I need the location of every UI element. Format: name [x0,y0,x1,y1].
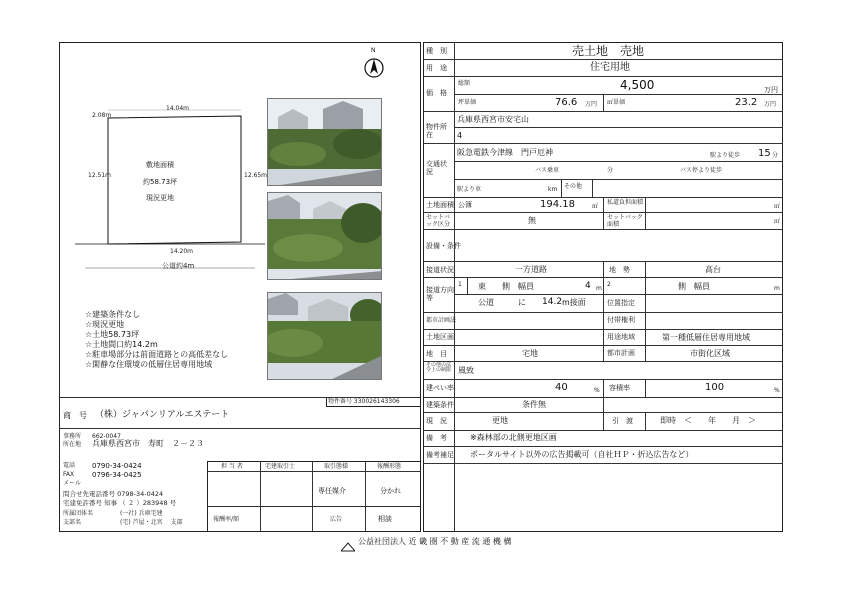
footer-text: 公益社団法人 近 畿 圏 不 動 産 流 通 機 構 [358,537,512,546]
branch-label: 支部名 [63,519,82,526]
walk-unit: 分 [772,152,779,159]
land-area: 194.18 [540,199,575,210]
youto-label: 用 途 [426,64,447,72]
genkyo: 更地 [492,416,508,425]
biko: ※森林部の北側更地区画 [470,433,557,442]
hikiwatashi: 即時 ＜ 年 月 ＞ [660,416,756,425]
road-label: 公道約4m [162,262,195,270]
setback-area-unit: ㎡ [774,218,781,225]
kenpei-label: 建ぺい率 [426,384,454,392]
biko2: ポータルサイト以外の広告掲載可（自社ＨＰ・折込広告など） [470,450,694,459]
branch: (宅) 芦屋・北宮 支部 [120,519,183,526]
torihiki: 専任媒介 [318,487,346,495]
walk: 15 [758,148,771,159]
area-unit: ㎡ [592,203,599,210]
width1: 4 [585,281,591,291]
tel-label: 電話 [63,462,76,469]
youto-chiiki-label: 用途地域 [607,333,635,341]
tsubo-unit: 万円 [585,101,598,108]
kenchiku-label: 建築条件 [426,401,454,409]
m2b: m [774,285,780,292]
m1: m [596,285,602,292]
hoka-label: その他の法令上の制限 [426,362,452,373]
side2: 側 [678,282,686,291]
other-label: その他 [564,183,583,190]
m2-label: ㎡単価 [607,99,626,106]
tochi-kukaku-label: 土地区画 [426,333,454,341]
n1: 1 [458,281,462,288]
toshi-label: 都市計画法 [426,317,457,324]
kenchiku: 条件無 [522,400,546,409]
dim-topleft: 2.08m [92,112,112,119]
photo-2 [267,192,382,280]
shido-label: 私道負担面積 [607,199,644,206]
shogo-label: 商 号 [63,411,87,420]
dir1: 東 [478,282,486,291]
association-logo-icon [341,537,355,547]
area-title: 敷地面積 [146,161,174,169]
chisei-label: 地 勢 [609,266,630,274]
yoseki-label: 容積率 [609,384,630,392]
joken-label: 設備・条件 [426,242,461,250]
kakaku-label: 価 格 [426,89,447,97]
postal: 662-0047 [92,433,121,440]
fax-label: FAX [63,471,75,478]
office-label: 事務所 [63,433,82,440]
feature-item: ☆土地58.73坪 [85,330,140,339]
yoseki: 100 [705,382,725,393]
setback: 無 [528,216,536,225]
tsubo: 76.6 [555,97,578,108]
houi-label: 接道方向等 [426,286,454,302]
assoc-tel: 問合せ先電話番号 0798-34-0424 [63,490,164,498]
shido-unit: ㎡ [774,203,781,210]
area-value: 約58.73坪 [143,178,178,186]
ni: に [518,298,526,307]
chimoku: 宅地 [522,349,538,358]
youto-chiiki: 第一種低層住居専用地域 [662,333,750,342]
kokoku-label: 広告 [330,516,343,523]
kokoku: 相談 [378,515,392,523]
hoshu: 分かれ [380,487,401,495]
feature-item: ☆駐車場部分は前面道路との高低差なし [85,350,229,359]
h-tanto: 担 当 者 [221,463,243,470]
group: (一社) 兵庫宅建 [120,510,163,517]
n2: 2 [607,281,611,288]
width-label2: 幅員 [694,282,710,291]
bus-unit: 分 [607,167,614,174]
price: 4,500 [620,78,655,92]
chisei: 高台 [705,265,721,274]
h-torihiki: 取引態様 [324,463,349,470]
m2: 23.2 [735,97,758,108]
setback-area-label: セットバック面積 [607,214,643,228]
kotsu-label: 交通状況 [426,160,447,176]
car-label: 駅より車 [457,186,482,193]
toshikeikaku: 市街化区域 [690,349,730,358]
site-status: 現況更地 [146,194,174,202]
dim-left: 12.51m [88,172,112,179]
group-label: 所属団体名 [63,510,94,517]
width-label1: 幅員 [518,282,534,291]
setsudo-label: 接道状況 [426,266,454,274]
toshikeikaku-label: 都市計画 [607,349,635,357]
m2-unit: 万円 [764,101,777,108]
shubetsu-label: 種 別 [426,47,447,55]
photo-3 [267,292,382,380]
biko-label: 備 考 [426,434,447,442]
feature-item: ☆閑静な住環境の低層住居専用地域 [85,360,213,369]
addr-label: 所在地 [63,441,82,448]
ichi-label: 位置指定 [607,299,635,307]
kouba: 公簿 [458,201,472,209]
company-name: （株）ジャパンリアルエステート [95,410,230,420]
kenpei: 40 [555,382,568,393]
pct: % [594,387,600,394]
setback-label: セットバック区分 [426,214,451,228]
sogaku-label: 総額 [458,80,471,87]
side1: 側 [502,282,510,291]
license: 宅建免許番号 知事 （ ２ ）283948 号 [63,499,177,507]
fax: 0796-34-0425 [92,471,142,479]
kodou: 公道 [478,298,494,307]
tel: 0790-34-0424 [92,462,142,470]
chimoku-label: 地 目 [426,350,447,358]
bus-label: バス乗車 [535,167,560,174]
hoka: 風致 [458,366,474,375]
company-address: 兵庫県西宮市 寿町 ２－２３ [92,439,204,448]
price-unit: 万円 [764,86,778,94]
hikiwatashi-label: 引 渡 [612,417,633,425]
frontage: 14.2 [542,297,563,307]
mail-label: メール [63,480,81,487]
bukken-label: 物件所在 [426,123,447,139]
h-kotaku: 宅建取引士 [265,463,296,470]
dim-bottom: 14.20m [170,248,194,255]
north-label: N [371,47,376,54]
dim-right: 12.65m [244,172,268,179]
dim-top: 14.04m [166,105,190,112]
hoshu-label: 報酬率/額 [213,516,240,523]
line: 阪急電鉄今津線 門戸厄神 [457,148,553,157]
youto: 住宅用地 [590,62,630,73]
eki-label: 駅より徒歩 [710,152,741,159]
setsudo: 一方道路 [515,265,547,274]
h-hoshu: 報酬形態 [377,463,402,470]
photo-1 [267,98,382,186]
frontage-unit: m接面 [562,298,586,307]
tsubo-label: 坪単価 [458,99,477,106]
shubetsu: 売土地 売地 [572,44,645,58]
reg-no: 物件番号 330026143306 [328,398,400,405]
addr1: 兵庫県西宮市安宅山 [457,115,529,124]
feature-item: ☆土地間口約14.2m [85,340,158,349]
pct2: % [774,387,780,394]
feature-item: ☆建築条件なし [85,310,141,319]
busstop-label: バス停より徒歩 [680,167,723,174]
biko2-label: 備考補足 [426,451,454,459]
feature-item: ☆現況更地 [85,320,125,329]
addr2: 4 [457,131,463,140]
futai-label: 付帯権利 [607,316,635,324]
km: km [548,186,558,193]
tochi-label: 土地面積 [426,201,454,209]
genkyo-label: 現 況 [426,417,447,425]
